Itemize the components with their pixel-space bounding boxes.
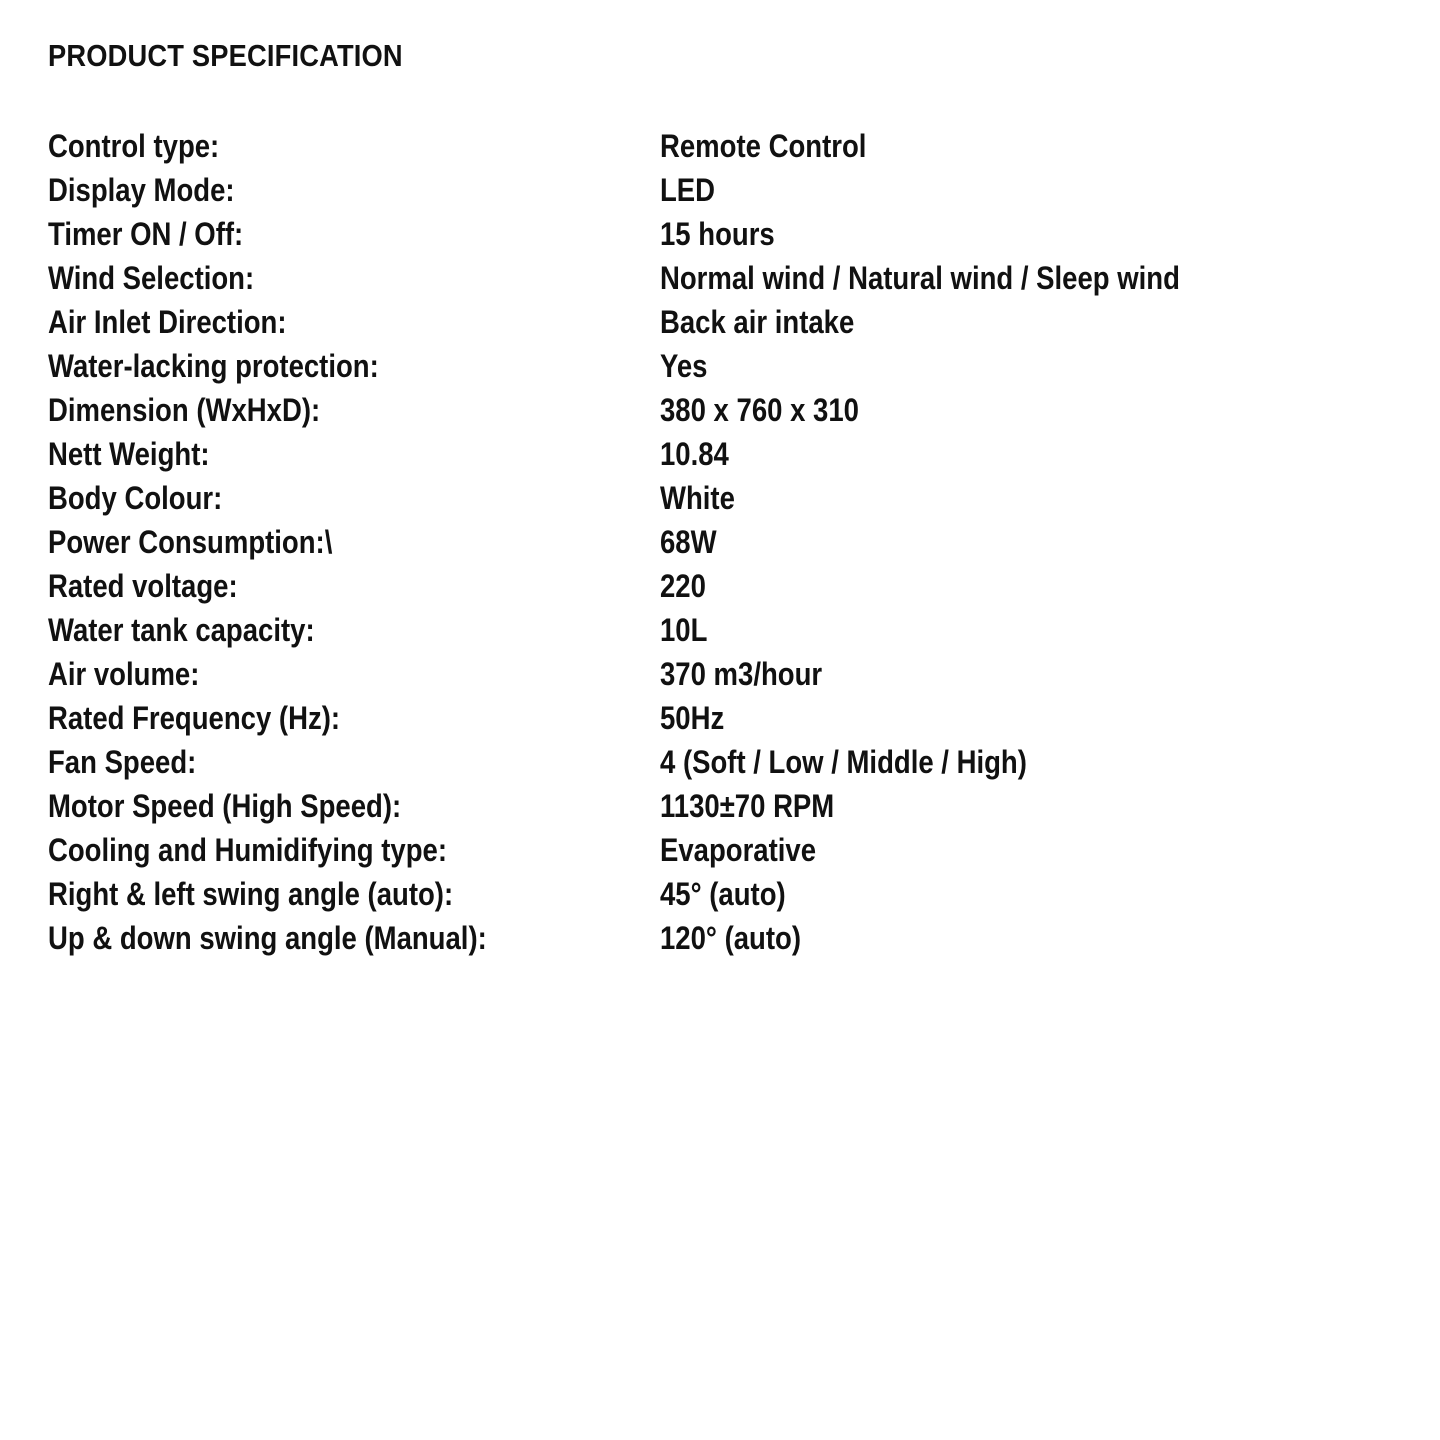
spec-row: [48, 564, 1408, 608]
spec-value: 50Hz: [660, 700, 725, 736]
spec-row: [48, 168, 1408, 212]
spec-label: Fan Speed:: [48, 744, 197, 780]
spec-value: 370 m3/hour: [660, 656, 823, 692]
spec-value: 1130±70 RPM: [660, 788, 835, 824]
spec-value: 120° (auto): [660, 920, 801, 956]
spec-label: Dimension (WxHxD):: [48, 392, 321, 428]
spec-row: [48, 872, 1408, 916]
spec-label: Rated Frequency (Hz):: [48, 700, 341, 736]
page-title: PRODUCT SPECIFICATION: [48, 38, 403, 73]
spec-row: [48, 608, 1408, 652]
spec-value: 4 (Soft / Low / Middle / High): [660, 744, 1027, 780]
spec-label: Air Inlet Direction:: [48, 304, 287, 340]
spec-value: Evaporative: [660, 832, 817, 868]
spec-value: White: [660, 480, 735, 516]
spec-value: LED: [660, 172, 716, 208]
spec-row: [48, 300, 1408, 344]
spec-value: Normal wind / Natural wind / Sleep wind: [660, 260, 1180, 296]
spec-row: [48, 520, 1408, 564]
spec-list: [48, 124, 1408, 960]
spec-row: [48, 784, 1408, 828]
spec-label: Motor Speed (High Speed):: [48, 788, 402, 824]
spec-label: Timer ON / Off:: [48, 216, 244, 252]
spec-label: Rated voltage:: [48, 568, 238, 604]
spec-label: Cooling and Humidifying type:: [48, 832, 448, 868]
spec-label: Wind Selection:: [48, 260, 255, 296]
spec-value: 45° (auto): [660, 876, 786, 912]
spec-row: [48, 828, 1408, 872]
spec-row: [48, 740, 1408, 784]
spec-label: Display Mode:: [48, 172, 235, 208]
spec-row: [48, 388, 1408, 432]
spec-row: [48, 124, 1408, 168]
spec-value: 10L: [660, 612, 708, 648]
specification-sheet: [48, 36, 1408, 960]
spec-row: [48, 432, 1408, 476]
spec-row: [48, 476, 1408, 520]
spec-label: Water-lacking protection:: [48, 348, 379, 384]
spec-value: Yes: [660, 348, 708, 384]
spec-label: Up & down swing angle (Manual):: [48, 920, 487, 956]
spec-row: [48, 256, 1408, 300]
spec-value: 15 hours: [660, 216, 775, 252]
spec-row: [48, 916, 1408, 960]
spec-row: [48, 696, 1408, 740]
spec-value: 68W: [660, 524, 717, 560]
spec-label: Power Consumption:\: [48, 524, 333, 560]
spec-value: 380 x 760 x 310: [660, 392, 859, 428]
spec-value: 10.84: [660, 436, 729, 472]
spec-label: Body Colour:: [48, 480, 223, 516]
spec-label: Air volume:: [48, 656, 200, 692]
spec-label: Control type:: [48, 128, 220, 164]
spec-label: Nett Weight:: [48, 436, 210, 472]
spec-label: Right & left swing angle (auto):: [48, 876, 454, 912]
spec-row: [48, 212, 1408, 256]
spec-value: Remote Control: [660, 128, 867, 164]
spec-value: 220: [660, 568, 706, 604]
spec-row: [48, 652, 1408, 696]
spec-value: Back air intake: [660, 304, 855, 340]
spec-row: [48, 344, 1408, 388]
spec-label: Water tank capacity:: [48, 612, 315, 648]
